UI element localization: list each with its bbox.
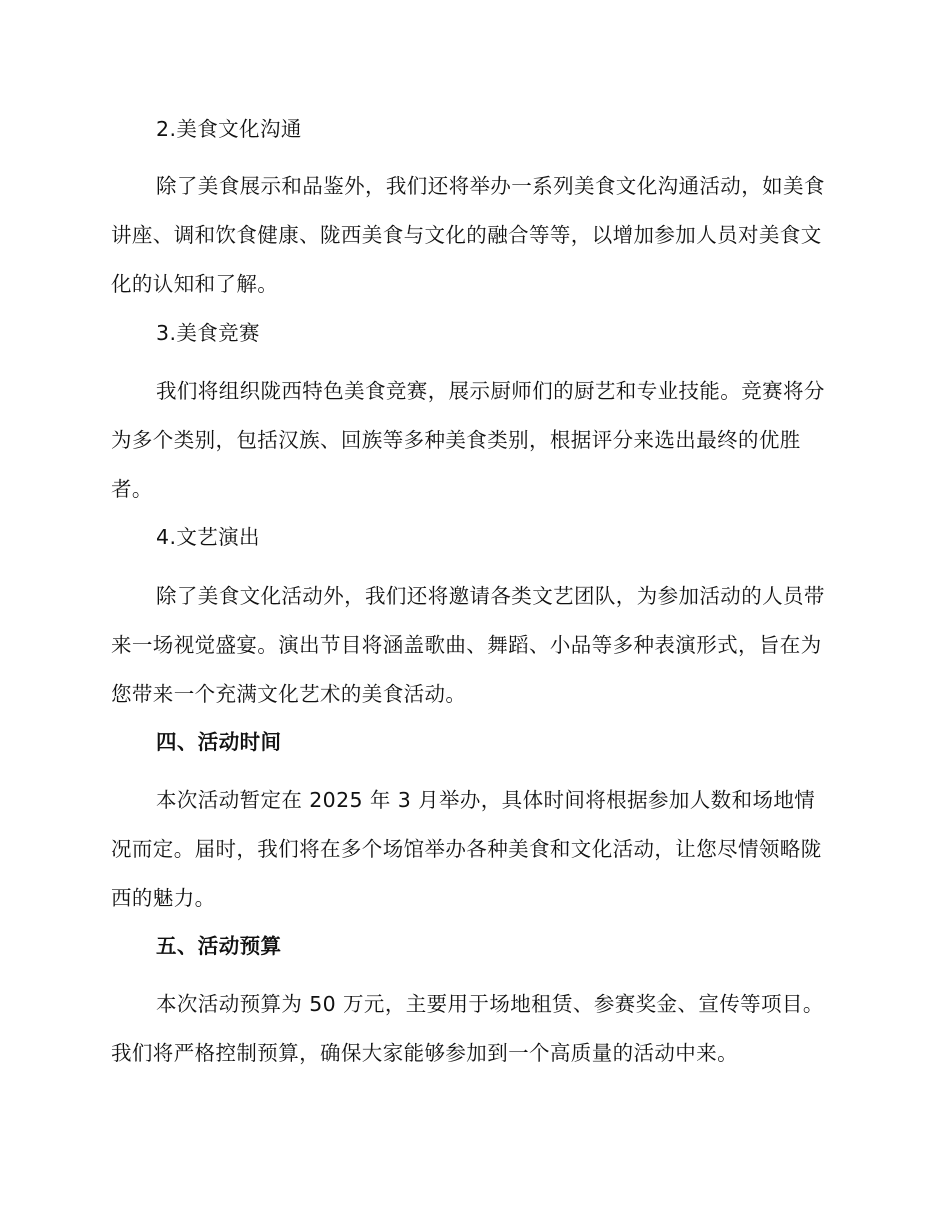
subheading-food-culture-exchange: 2.美食文化沟通 <box>156 117 302 141</box>
paragraph-food-competition: 我们将组织陇西特色美食竞赛，展示厨师们的厨艺和专业技能。竞赛将分为多个类别，包括汉族、回族等多种美食类别，根据评分来选出最终的优胜者。 <box>111 379 825 501</box>
subheading-food-competition: 3.美食竞赛 <box>156 321 260 345</box>
paragraph-performance: 除了美食文化活动外，我们还将邀请各类文艺团队，为参加活动的人员带来一场视觉盛宴。演出节目将涵盖歌曲、舞蹈、小品等多种表演形式，旨在为您带来一个充满文化艺术的美食活动。 <box>111 584 825 706</box>
section-heading-event-time: 四、活动时间 <box>156 730 282 754</box>
paragraph-event-budget: 本次活动预算为 50 万元，主要用于场地租赁、参赛奖金、宣传等项目。我们将严格控制预算，确保大家能够参加到一个高质量的活动中来。 <box>111 992 824 1065</box>
paragraph-event-time: 本次活动暂定在 2025 年 3 月举办，具体时间将根据参加人数和场地情况而定。届时，我们将在多个场馆举办各种美食和文化活动，让您尽情领略陇西的魅力。 <box>111 788 822 910</box>
paragraph-food-culture-exchange: 除了美食展示和品鉴外，我们还将举办一系列美食文化沟通活动，如美食讲座、调和饮食健康、陇西美食与文化的融合等等，以增加参加人员对美食文化的认知和了解。 <box>111 174 825 296</box>
section-heading-event-budget: 五、活动预算 <box>156 934 282 958</box>
subheading-performance: 4.文艺演出 <box>156 525 260 549</box>
